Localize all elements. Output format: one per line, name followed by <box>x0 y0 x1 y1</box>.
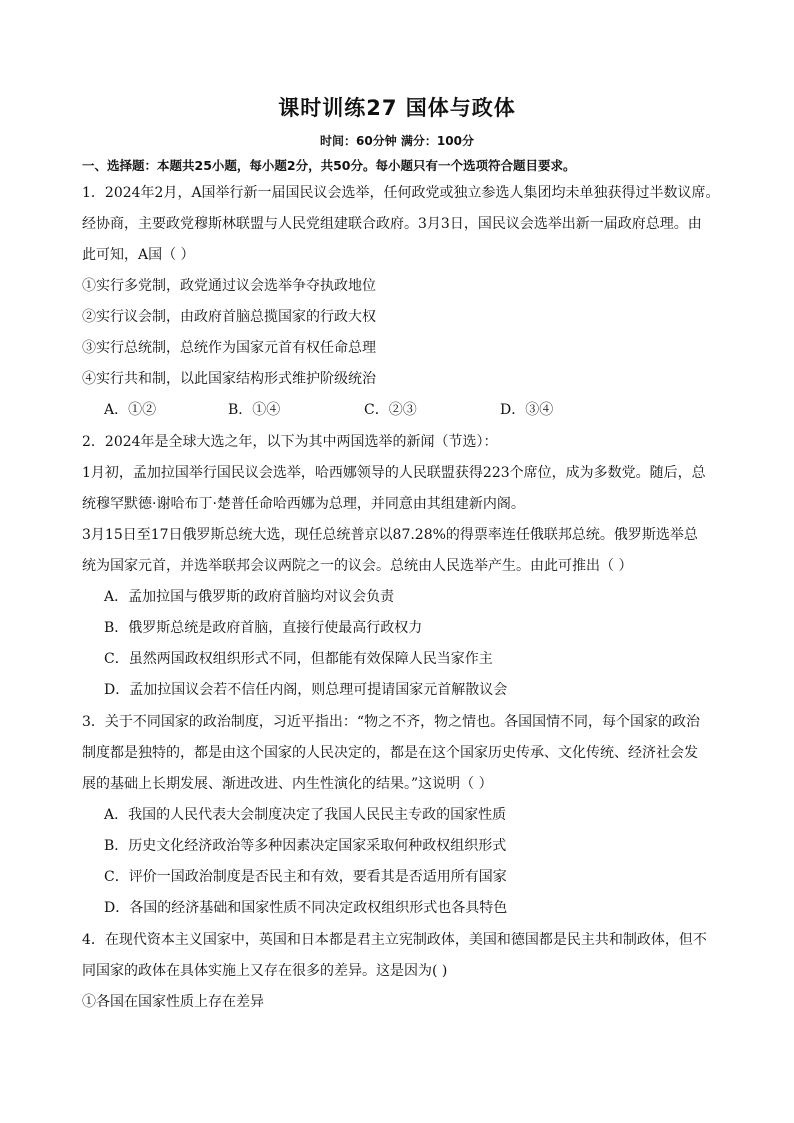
question-3-option-d: D．各国的经济基础和国家性质不同决定政权组织形式也各具特色 <box>104 900 508 916</box>
question-1-item: ③实行总统制，总统作为国家元首有权任命总理 <box>82 340 376 356</box>
question-3-text: 3．关于不同国家的政治制度，习近平指出：“物之不齐，物之情也。各国国情不同，每个国家的政治 <box>82 714 701 730</box>
question-1-option-d: D．③④ <box>500 402 554 418</box>
section-heading: 一、选择题：本题共25小题，每小题2分，共50分。每小题只有一个选项符合题目要求。 <box>82 158 576 173</box>
page-title: 课时训练27 国体与政体 <box>278 96 516 120</box>
question-1-item: ①实行多党制，政党通过议会选举争夺执政地位 <box>82 278 376 294</box>
question-1-text: 经协商，主要政党穆斯林联盟与人民党组建联合政府。3月3日，国民议会选举出新一届政府总理。由 <box>82 216 702 232</box>
question-3-option-a: A．我国的人民代表大会制度决定了我国人民民主专政的国家性质 <box>104 807 507 823</box>
question-1-text: 1．2024年2月，A国举行新一届国民议会选举，任何政党或独立参选人集团均未单独获得过半数议席。 <box>82 185 720 201</box>
question-2-text: 2．2024年是全球大选之年，以下为其中两国选举的新闻（节选）： <box>82 434 498 450</box>
question-1-item: ④实行共和制，以此国家结构形式维护阶级统治 <box>82 371 376 387</box>
question-2-text: 3月15日至17日俄罗斯总统大选，现任总统普京以87.28%的得票率连任俄联邦总统。俄罗斯选举总 <box>82 527 698 543</box>
question-1-option-a: A．①② <box>104 402 157 418</box>
question-1-option-c: C．②③ <box>364 402 417 418</box>
question-2-option-a: A．孟加拉国与俄罗斯的政府首脑均对议会负责 <box>104 589 395 605</box>
question-2-text: 统为国家元首，并选举联邦会议两院之一的议会。总统由人民选举产生。由此可推出（ ） <box>82 558 633 574</box>
question-4-text: 4．在现代资本主义国家中，英国和日本都是君主立宪制政体，美国和德国都是民主共和制政体，但不 <box>82 932 707 948</box>
question-3-text: 展的基础上长期发展、渐进改进、内生性演化的结果。”这说明（ ） <box>82 776 493 792</box>
question-2-text: 1月初，孟加拉国举行国民议会选举，哈西娜领导的人民联盟获得223个席位，成为多数党。随后，总 <box>82 465 706 481</box>
question-4-text: 同国家的政体在具体实施上又存在很多的差异。这是因为( ) <box>82 963 448 979</box>
question-2-option-c: C．虽然两国政权组织形式不同，但都能有效保障人民当家作主 <box>104 651 493 667</box>
question-3-option-c: C．评价一国政治制度是否民主和有效，要看其是否适用所有国家 <box>104 869 507 885</box>
question-1-option-b: B．①④ <box>228 402 281 418</box>
question-1-item: ②实行议会制，由政府首脑总揽国家的行政大权 <box>82 309 376 325</box>
question-2-option-d: D．孟加拉国议会若不信任内阁，则总理可提请国家元首解散议会 <box>104 682 508 698</box>
exam-info: 时间：60分钟 满分：100分 <box>320 134 474 148</box>
question-3-text: 制度都是独特的，都是由这个国家的人民决定的，都是在这个国家历史传承、文化传统、经济社会发 <box>82 745 698 761</box>
question-1-text: 此可知，A国（ ） <box>82 247 195 263</box>
question-2-option-b: B．俄罗斯总统是政府首脑，直接行使最高行政权力 <box>104 620 423 636</box>
question-3-option-b: B．历史文化经济政治等多种因素决定国家采取何种政权组织形式 <box>104 838 507 854</box>
question-4-item: ①各国在国家性质上存在差异 <box>82 994 264 1010</box>
question-2-text: 统穆罕默德·谢哈布丁·楚普任命哈西娜为总理，并同意由其组建新内阁。 <box>82 496 525 512</box>
